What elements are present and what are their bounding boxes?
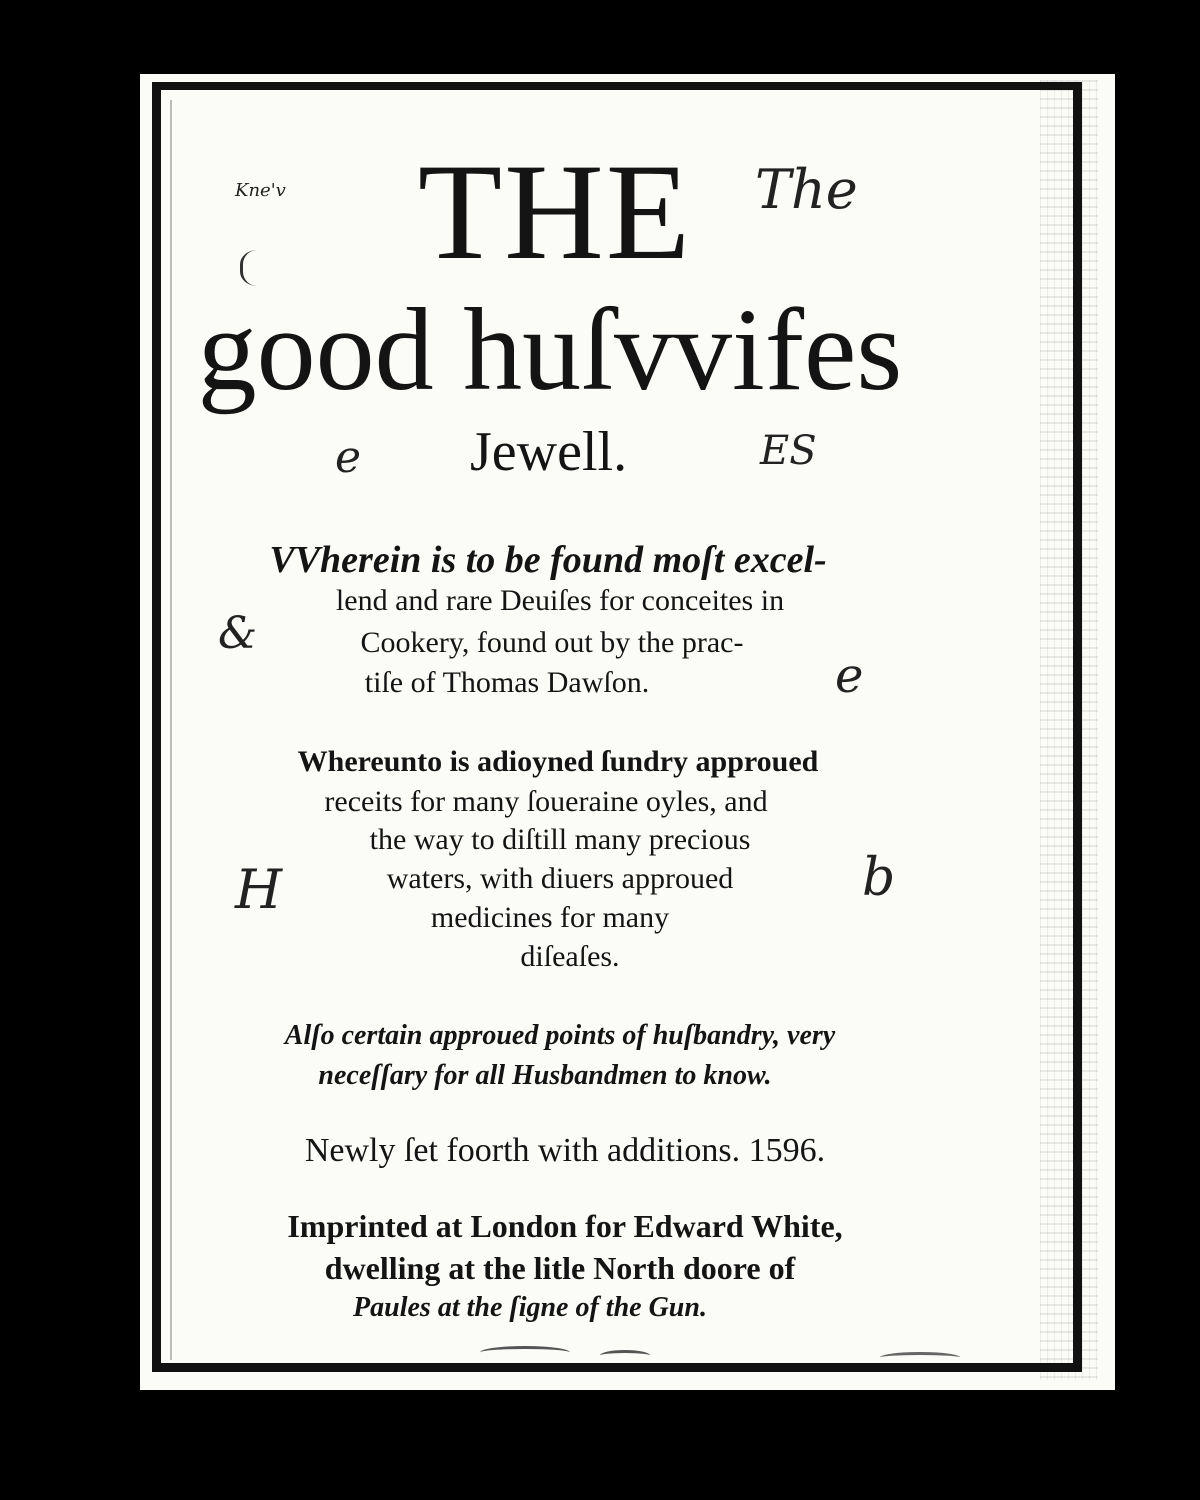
subtitle-line-1: VVherein is to be found moſt excel- bbox=[269, 539, 827, 581]
ink-mark-bottom-1 bbox=[480, 1346, 570, 1359]
handwritten-note-top-left: Kne'v bbox=[235, 180, 286, 201]
ink-mark-bottom-3 bbox=[600, 1350, 650, 1361]
title-jewell: Jewell. bbox=[470, 421, 628, 483]
whereunto-line-4: waters, with diuers approued bbox=[386, 862, 734, 895]
subtitle-line-2: lend and rare Deuiſes for conceites in bbox=[335, 584, 785, 617]
imprint-line-3: Paules at the ſigne of the Gun. bbox=[353, 1292, 707, 1323]
newly-set-forth: Newly ſet foorth with additions. 1596. bbox=[304, 1132, 826, 1169]
handwritten-note-right-jewell: ES bbox=[760, 428, 817, 474]
handwritten-note-right-mid: b bbox=[862, 848, 896, 908]
whereunto-line-5: medicines for many bbox=[430, 901, 670, 934]
subtitle-line-4: tiſe of Thomas Dawſon. bbox=[364, 666, 650, 699]
ink-scribble-left bbox=[240, 250, 283, 286]
handwritten-note-left-subtitle: & bbox=[218, 608, 258, 659]
handwritten-note-right-subtitle: e bbox=[835, 648, 864, 704]
ink-mark-bottom-2 bbox=[880, 1352, 960, 1363]
title-good-huswifes: good huſvvifes bbox=[197, 284, 903, 415]
also-line-1: Alſo certain approued points of huſbandry, very bbox=[284, 1020, 836, 1051]
imprint-line-2: dwelling at the litle North doore of bbox=[324, 1250, 796, 1286]
whereunto-line-6: diſeaſes. bbox=[520, 940, 620, 973]
title-the: THE bbox=[417, 135, 693, 288]
handwritten-note-left-mid: H bbox=[235, 858, 283, 921]
handwritten-note-left-jewell: e bbox=[335, 432, 362, 483]
whereunto-line-3: the way to diſtill many precious bbox=[369, 823, 751, 856]
whereunto-line-1: Whereunto is adioyned ſundry approued bbox=[297, 745, 819, 778]
imprint-line-1: Imprinted at London for Edward White, bbox=[287, 1208, 843, 1244]
handwritten-note-top-right: The bbox=[755, 158, 858, 221]
also-line-2: neceſſary for all Husbandmen to know. bbox=[318, 1060, 772, 1091]
subtitle-line-3: Cookery, found out by the prac- bbox=[360, 626, 744, 659]
whereunto-line-2: receits for many ſoueraine oyles, and bbox=[324, 785, 768, 818]
